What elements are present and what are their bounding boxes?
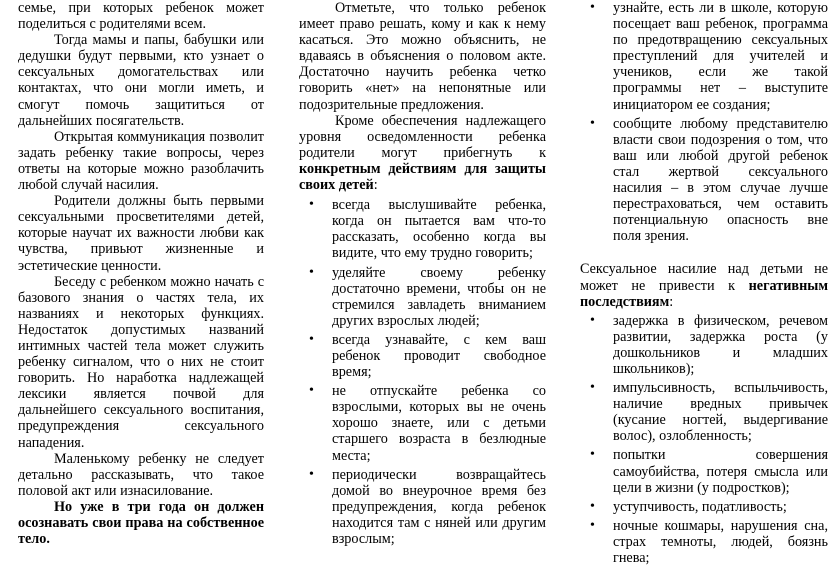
list-item <box>580 518 828 566</box>
bullet-list <box>580 313 828 566</box>
punctuation: : <box>373 177 378 194</box>
bullet-icon: • <box>590 447 595 463</box>
list-item-text: не отпускайте ребенка со взрослыми, которых вы не очень хорошо знаете, или с детьми старшего возраста в безлюдные места; <box>332 383 546 464</box>
list-item-text: ночные кошмары, нарушения сна, страх темноты, людей, боязнь гнева; <box>613 517 828 566</box>
list-item <box>580 499 828 515</box>
list-item-text: узнайте, есть ли в школе, которую посещает ваш ребенок, программа по предотвращению сексуальных преступлений для учителей и учеников, если же такой программы нет – выступите инициатором ее создания; <box>613 0 828 113</box>
list-item <box>299 383 546 463</box>
bullet-list <box>580 0 828 244</box>
bullet-icon: • <box>590 0 595 15</box>
list-item <box>299 265 546 329</box>
paragraph: Маленькому ребенку не следует детально рассказывать, что такое половой акт или изнасилование. <box>18 450 264 499</box>
column-1 <box>18 0 264 547</box>
list-item <box>299 467 546 547</box>
list-item <box>580 380 828 444</box>
list-item-text: уступчивость, податливость; <box>613 498 787 515</box>
spacer <box>580 247 828 261</box>
paragraph-text: Сексуальное насилие над детьми не может не привести к <box>580 261 828 294</box>
paragraph: Отметьте, что только ребенок имеет право решать, кому и как к нему касаться. Это можно объяснить, не вдаваясь в объяснения о половом акте. Достаточно научить ребенка четко говорить «нет» на непонятные или подозрительные предложения. <box>299 0 546 113</box>
list-item <box>580 447 828 495</box>
list-item-text: периодически возвращайтесь домой во внеурочное время без предупреждения, когда ребенок находится там с няней или другим взрослым; <box>332 466 546 547</box>
bullet-icon: • <box>309 466 314 482</box>
bold-text: Но уже в три года он должен осознавать свои права на собственное тело. <box>18 498 264 548</box>
bullet-icon: • <box>309 264 314 280</box>
bullet-icon: • <box>309 331 314 347</box>
bullet-icon: • <box>309 197 314 213</box>
list-item-text: всегда выслушивайте ребенка, когда он пытается вам что-то рассказать, особенно когда вы видите, что ему трудно говорить; <box>332 197 546 262</box>
list-item-text: импульсивность, вспыльчивость, наличие вредных привычек (кусание ногтей, выдергивание волос), озлобленность; <box>613 380 828 445</box>
paragraph: семье, при которых ребенок может поделиться с родителями всем. <box>18 0 264 33</box>
paragraph-text: Кроме обеспечения надлежащего уровня осведомленности ребенка родители могут прибегнуть к <box>299 112 546 161</box>
bullet-icon: • <box>590 115 595 131</box>
paragraph: Тогда мамы и папы, бабушки или дедушки будут первыми, кто узнает о сексуальных домогательствах или контактах, что они могли иметь, и смогут помочь защититься от дальнейших посягательств. <box>18 32 264 129</box>
paragraph-bold <box>18 499 264 547</box>
list-item-text: всегда узнавайте, с кем ваш ребенок проводит свободное время; <box>332 331 546 381</box>
bullet-icon: • <box>309 383 314 399</box>
list-item <box>299 332 546 380</box>
paragraph: Беседу с ребенком можно начать с базового знания о частях тела, их названиях и некоторых функциях. Недостаток допустимых названий интимных частей тела может служить ребенку сигналом, что о них не стоит говорить. Но наработка надлежащей лексики является почвой для дальнейшего сексуального воспитания, предупреждения сексуального нападения. <box>18 273 264 451</box>
paragraph <box>299 113 546 193</box>
list-item <box>299 197 546 261</box>
list-item <box>580 313 828 377</box>
list-item-text: сообщите любому представителю власти свои подозрения о том, что ваш или любой другой ребенок стал жертвой сексуального насилия – в этом случае лучше перестраховаться, чем оставить потенциальную опасность вне поля зрения. <box>613 115 828 245</box>
bold-text: конкретным действиям для защиты своих детей <box>299 160 546 194</box>
list-item-text: задержка в физическом, речевом развитии, задержка роста (у дошкольников и младших школьников); <box>613 312 828 377</box>
bullet-icon: • <box>590 517 595 533</box>
punctuation: : <box>669 293 674 310</box>
column-3 <box>580 0 828 569</box>
bullet-icon: • <box>590 498 595 514</box>
bold-text: негативным последствиям <box>580 277 828 310</box>
bullet-icon: • <box>590 312 595 328</box>
list-item-text: попытки совершения самоубийства, потеря смысла или цели в жизни (у подростков); <box>613 447 828 496</box>
column-2 <box>299 0 546 550</box>
paragraph: Родители должны быть первыми сексуальными просветителями детей, которые научат их важности любви как чувства, привьют жизненные и эстетические ценности. <box>18 193 264 274</box>
paragraph <box>580 261 828 309</box>
bullet-list <box>299 197 546 547</box>
list-item <box>580 0 828 113</box>
list-item <box>580 116 828 245</box>
bullet-icon: • <box>590 380 595 396</box>
list-item-text: уделяйте своему ребенку достаточно времени, чтобы он не стремился завладеть вниманием других взрослых людей; <box>332 264 546 329</box>
paragraph: Открытая коммуникация позволит задать ребенку такие вопросы, через ответы на которые можно разоблачить любой случай насилия. <box>18 128 264 194</box>
